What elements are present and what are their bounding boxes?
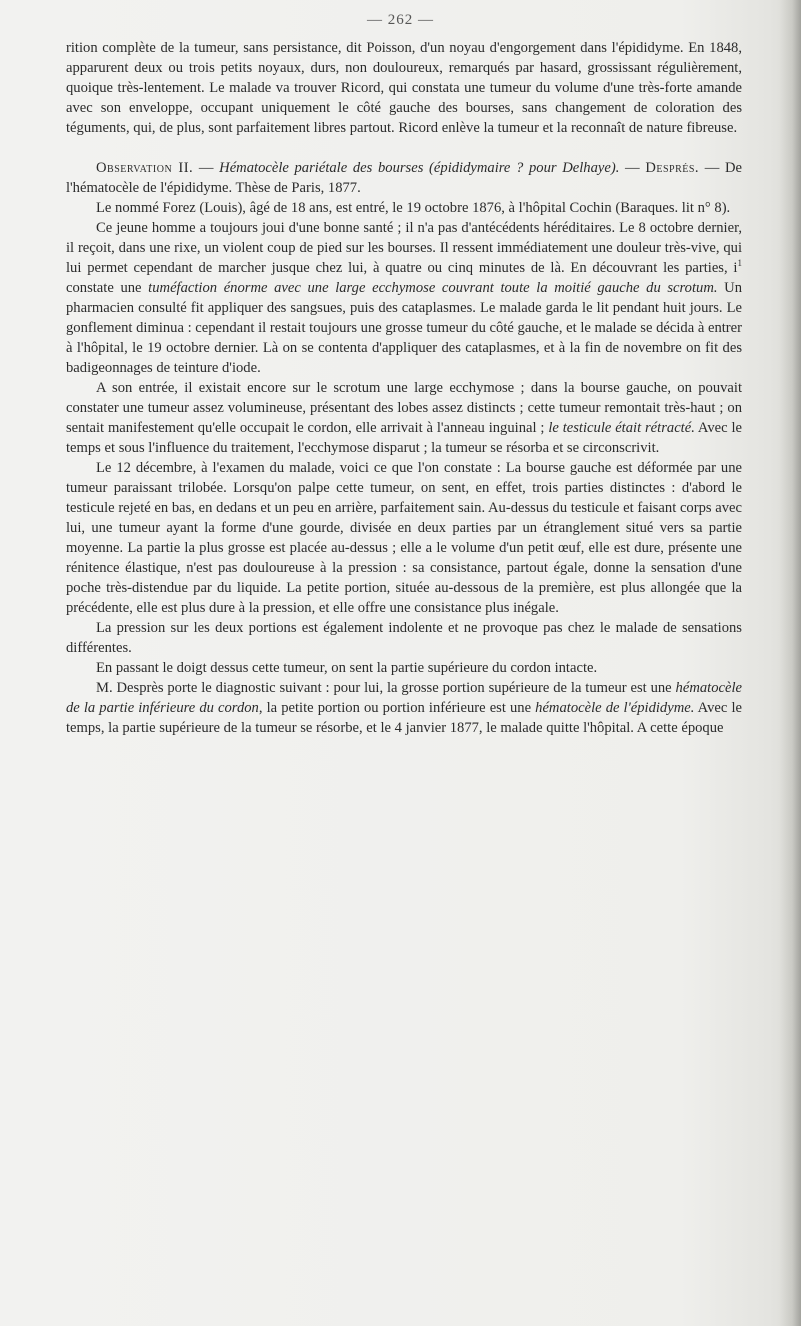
- observation-title: Hématocèle pariétale des bourses (épididymaire ? pour Delhaye).: [219, 160, 620, 176]
- paragraph: [66, 218, 742, 378]
- emphasis: le testicule était rétracté.: [548, 420, 695, 436]
- paragraph: La pression sur les deux portions est également indolente et ne provoque pas chez le malade de sensations différentes.: [66, 620, 742, 656]
- text-run: A son entrée, il existait encore sur le scrotum une large ecchymose ; dans la bourse gauche, on pouvait constater une tumeur assez volumineuse, présentant des lobes assez distincts ; cette tumeur remontait très-haut ; on sentait manifestement qu'elle occupait le cordon, elle arrivait à l'anneau inguinal ;: [66, 380, 742, 436]
- text-run: constate une: [66, 280, 149, 296]
- page-number: — 262 —: [367, 12, 434, 28]
- text-run: Ce jeune homme a toujours joui d'une bonne santé ; il n'a pas d'antécédents héréditaires. Le 8 octobre dernier, il reçoit, dans une rixe, un violent coup de pied sur les bourses. Il ressent immédiatement une douleur très-vive, qui lui permet cependant de marcher jusque chez lui, à quatre ou cinq minutes de là. En découvrant les parties, i: [66, 220, 742, 276]
- footnote-mark: 1: [737, 258, 742, 269]
- citation: — De l'hématocèle de l'épididyme. Thèse de Paris, 1877.: [66, 160, 743, 196]
- text-run: , la petite portion ou portion inférieure est une: [258, 700, 536, 716]
- emphasis: tuméfaction énorme avec une large ecchymose couvrant toute la moitié gauche du scrotum.: [148, 280, 718, 296]
- text-run: Avec le temps et sous l'influence du traitement, l'ecchymose disparut ; la tumeur se résorba et se circonscrivit.: [66, 420, 743, 456]
- paragraph: [66, 678, 742, 738]
- body-text: [66, 38, 742, 738]
- text-run: Avec le temps, la partie supérieure de la tumeur se résorbe, et le 4 janvier 1877, le malade quitte l'hôpital. A cette époque: [66, 700, 742, 736]
- emphasis: hématocèle de l'épididyme.: [535, 700, 695, 716]
- paragraph: rition complète de la tumeur, sans persistance, dit Poisson, d'un noyau d'engorgement dans l'épididyme. En 1848, apparurent deux ou trois petits noyaux, durs, non douloureux, remarqués par hasard, grossissant régulièrement, quoique très-lentement. Le malade va trouver Ricord, qui constata une tumeur du volume d'une très-forte amande avec son enveloppe, occupant uniquement le côté gauche des bourses, sans changement de coloration des téguments, qui, de plus, sont parfaitement libres partout. Ricord enlève la tumeur et la reconnaît de nature fibreuse.: [66, 40, 742, 136]
- emphasis: hématocèle de la partie inférieure du cordon: [66, 680, 742, 716]
- text-run: Un pharmacien consulté fit appliquer des sangsues, puis des cataplasmes. Le malade garda le lit pendant huit jours. Le gonflement diminua : cependant il restait toujours une grosse tumeur du côté gauche, et le malade se décida à entrer à l'hôpital, le 19 octobre dernier. Là on se contenta d'appliquer des cataplasmes, et à la fin de novembre on fit des badigeonnages de teinture d'iode.: [66, 280, 742, 376]
- paragraph: En passant le doigt dessus cette tumeur, on sent la partie supérieure du cordon intacte.: [96, 660, 598, 676]
- observation-label: Observation II.: [96, 160, 194, 176]
- text-run: M. Desprès porte le diagnostic suivant : pour lui, la grosse portion supérieure de la tumeur est une: [96, 680, 676, 696]
- dash: —: [193, 160, 220, 176]
- paragraph: Le 12 décembre, à l'examen du malade, voici ce que l'on constate : La bourse gauche est déformée par une tumeur paraissant trilobée. Lorsqu'on palpe cette tumeur, on sent, en effet, trois parties distinctes : d'abord le testicule rejeté en bas, en dedans et un peu en arrière, parfaitement sain. Au-dessus du testicule et faisant corps avec lui, une tumeur ayant la forme d'une gourde, divisée en deux parties par un étranglement situé vers sa partie moyenne. La partie la plus grosse est placée au-dessus ; elle a le volume d'un petit œuf, elle est dure, présente une rénitence élastique, n'est pas douloureuse à la pression : sa consistance, partout égale, donne la sensation d'une poche très-distendue par du liquide. La petite portion, située au-dessous de la première, est plus allongée que la précédente, elle est plus dure à la pression, et elle offre une consistance plus inégale.: [66, 460, 742, 616]
- page-edge-shadow: [779, 0, 801, 1326]
- paragraph: Le nommé Forez (Louis), âgé de 18 ans, est entré, le 19 octobre 1876, à l'hôpital Cochin (Baraques. lit n° 8).: [96, 200, 731, 216]
- author-name: Després.: [645, 160, 700, 176]
- observation-heading: [66, 158, 742, 198]
- dash: —: [619, 160, 646, 176]
- paragraph: [66, 378, 742, 458]
